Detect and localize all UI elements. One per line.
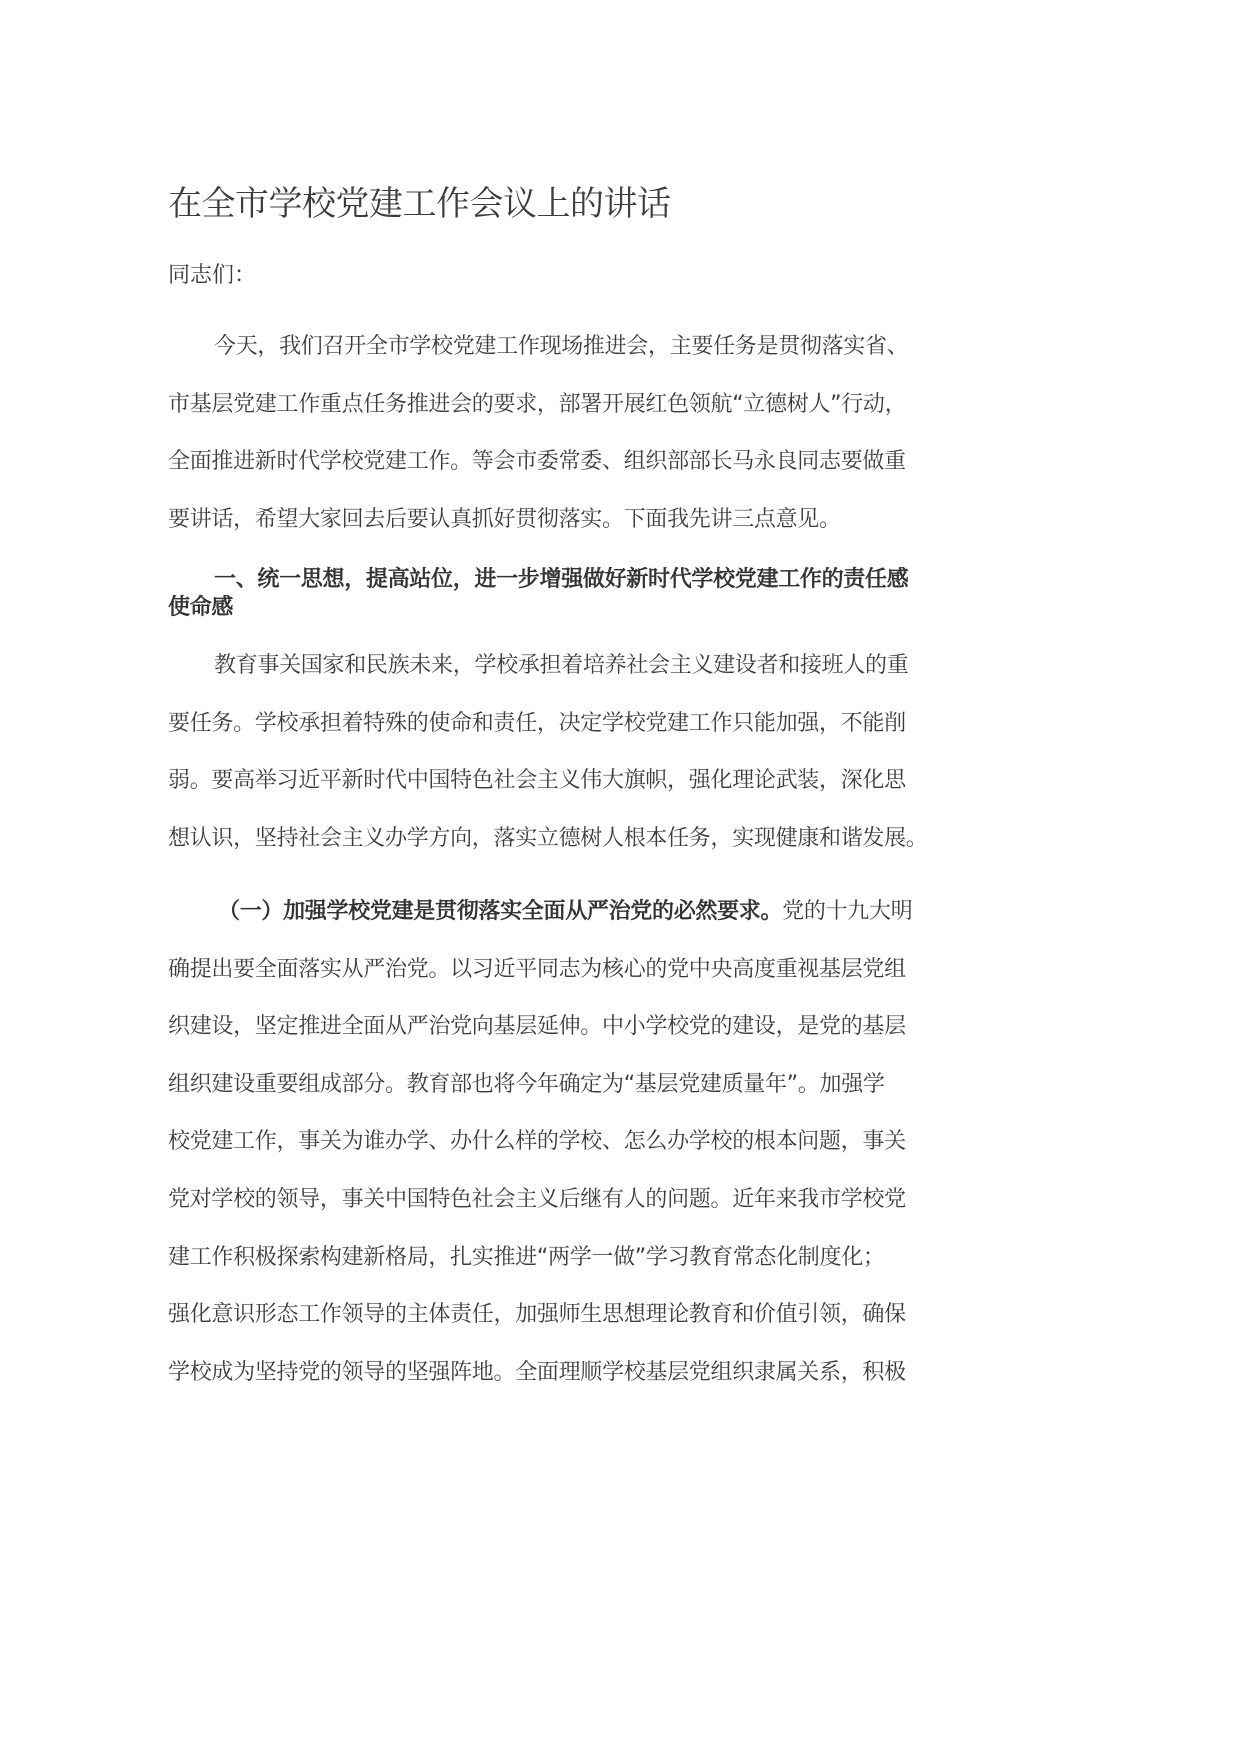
paragraph-line: 市基层党建工作重点任务推进会的要求，部署开展红色领航“立德树人”行动， bbox=[168, 391, 907, 417]
paragraph-line: 想认识，坚持社会主义办学方向，落实立德树人根本任务，实现健康和谐发展。 bbox=[168, 825, 928, 851]
paragraph-line: 织建设，坚定推进全面从严治党向基层延伸。中小学校党的建设，是党的基层 bbox=[168, 1014, 906, 1040]
section-paragraph bbox=[168, 637, 943, 867]
paragraph-line: 组织建设重要组成部分。教育部也将今年确定为“基层党建质量年”。加强学 bbox=[168, 1071, 885, 1097]
paragraph-line: 校党建工作，事关为谁办学、办什么样的学校、怎么办学校的根本问题，事关 bbox=[168, 1129, 906, 1155]
paragraph-line: 强化意识形态工作领导的主体责任，加强师生思想理论教育和价值引领，确保 bbox=[168, 1302, 906, 1328]
paragraph-line: 教育事关国家和民族未来，学校承担着培养社会主义建设者和接班人的重 bbox=[214, 653, 909, 678]
paragraph-line: 党对学校的领导，事关中国特色社会主义后继有人的问题。近年来我市学校党 bbox=[168, 1186, 906, 1212]
paragraph-line: 要任务。学校承担着特殊的使命和责任，决定学校党建工作只能加强，不能削 bbox=[168, 710, 906, 736]
subsection-heading: （一）加强学校党建是贯彻落实全面从严治党的必然要求。 bbox=[218, 899, 783, 924]
paragraph-line: 确提出要全面落实从严治党。以习近平同志为核心的党中央高度重视基层党组 bbox=[168, 956, 906, 982]
subsection-paragraph bbox=[168, 883, 943, 1401]
paragraph-text: 党的十九大明 bbox=[782, 899, 913, 924]
paragraph-line bbox=[168, 883, 943, 941]
section-heading bbox=[168, 566, 943, 622]
paragraph-line: 建工作积极探索构建新格局，扎实推进“两学一做”学习教育常态化制度化； bbox=[168, 1244, 885, 1270]
heading-line: 一、统一思想，提高站位，进一步增强做好新时代学校党建工作的责任感 bbox=[214, 567, 909, 592]
heading-line: 使命感 bbox=[168, 595, 234, 620]
paragraph-line: 要讲话，希望大家回去后要认真抓好贯彻落实。下面我先讲三点意见。 bbox=[168, 506, 841, 532]
paragraph-line: 弱。要高举习近平新时代中国特色社会主义伟大旗帜，强化理论武装，深化思 bbox=[168, 768, 906, 794]
document-title: 在全市学校党建工作会议上的讲话 bbox=[168, 184, 671, 224]
paragraph-line: 全面推进新时代学校党建工作。等会市委常委、组织部部长马永良同志要做重 bbox=[168, 449, 906, 475]
intro-paragraph bbox=[168, 318, 943, 548]
paragraph-line: 学校成为坚持党的领导的坚强阵地。全面理顺学校基层党组织隶属关系，积极 bbox=[168, 1359, 906, 1385]
paragraph-line: 今天，我们召开全市学校党建工作现场推进会，主要任务是贯彻落实省、 bbox=[214, 334, 909, 359]
salutation: 同志们： bbox=[168, 263, 257, 288]
